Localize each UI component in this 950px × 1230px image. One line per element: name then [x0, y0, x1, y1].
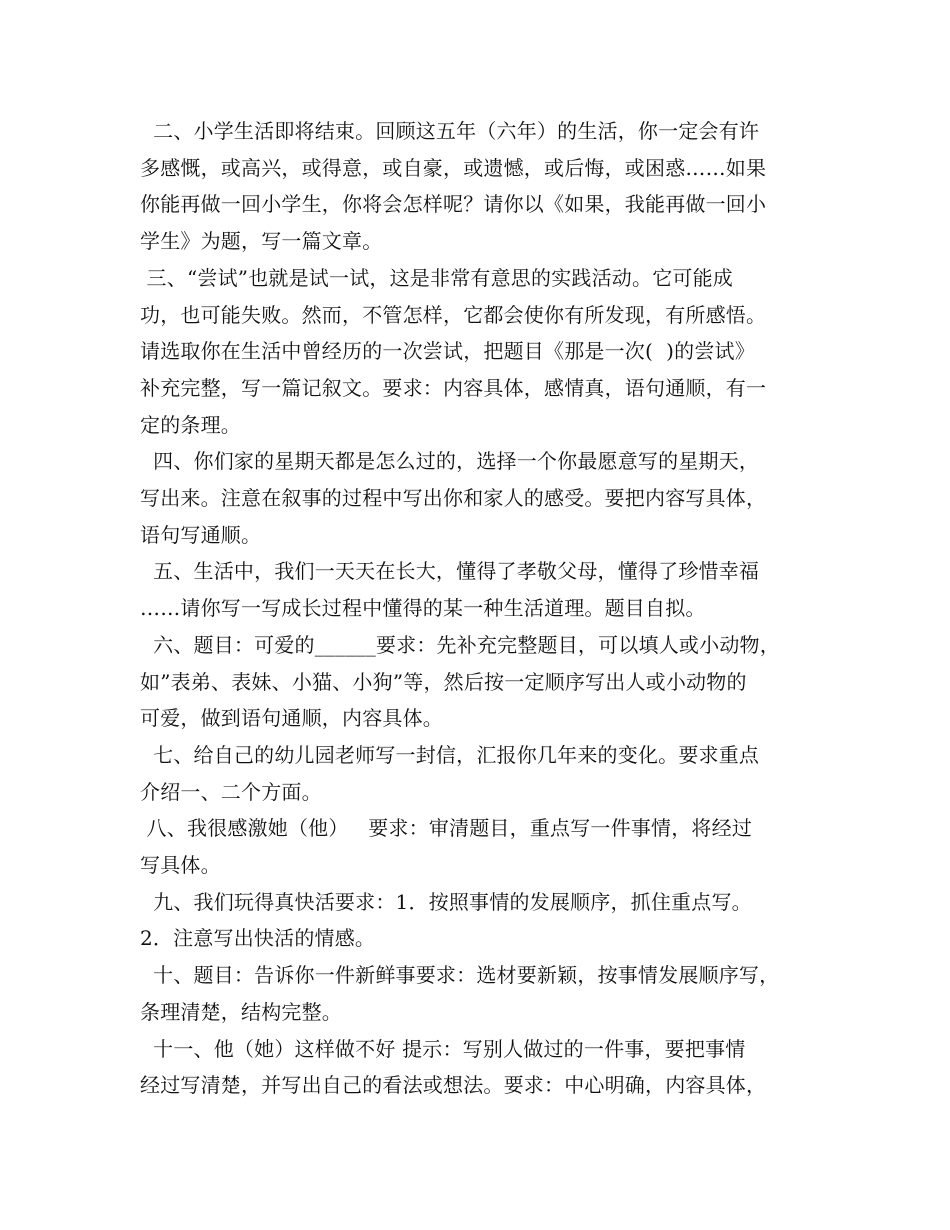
text-line: 如”表弟、表妹、小猫、小狗”等，然后按一定顺序写出人或小动物的	[140, 669, 747, 694]
essay-prompt-paragraph	[140, 737, 820, 810]
essay-prompt-paragraph	[140, 810, 820, 883]
essay-prompt-paragraph	[140, 553, 820, 626]
text-line: 介绍一、二个方面。	[140, 779, 322, 804]
text-line: 六、题目：可爱的______要求：先补充完整题目，可以填人或小动物，	[140, 632, 780, 657]
text-line: 三、“尝试”也就是试一试，这是非常有意思的实践活动。它可能成	[140, 265, 734, 290]
text-line: 十一、他（她）这样做不好 提示：写别人做过的一件事，要把事情	[140, 1036, 746, 1061]
text-line: 多感慨，或高兴，或得意，或自豪，或遗憾，或后悔，或困惑……如果	[140, 155, 767, 180]
text-line: 补充完整，写一篇记叙文。要求：内容具体，感情真，语句通顺，有一	[140, 375, 767, 400]
text-line: 2．注意写出快活的情感。	[140, 926, 376, 951]
text-line: 写出来。注意在叙事的过程中写出你和家人的感受。要把内容写具体，	[140, 486, 767, 511]
essay-prompt-paragraph	[140, 260, 820, 444]
text-line: 功，也可能失败。然而，不管怎样，它都会使你有所发现，有所感悟。	[140, 302, 767, 327]
text-line: 学生》为题，写一篇文章。	[140, 229, 383, 254]
essay-prompt-paragraph	[140, 957, 820, 1030]
document-body	[140, 113, 820, 1104]
text-line: 你能再做一回小学生，你将会怎样呢？请你以《如果，我能再做一回小	[140, 192, 767, 217]
text-line: 经过写清楚，并写出自己的看法或想法。要求：中心明确，内容具体，	[140, 1073, 767, 1098]
text-line: 定的条理。	[140, 412, 241, 437]
text-line: 七、给自己的幼儿园老师写一封信，汇报你几年来的变化。要求重点	[140, 742, 760, 767]
text-line: 可爱，做到语句通顺，内容具体。	[140, 706, 443, 731]
text-line: 九、我们玩得真快活要求：1．按照事情的发展顺序，抓住重点写。	[140, 889, 752, 914]
text-line: 八、我很感激她（他） 要求：审清题目，重点写一件事情，将经过	[140, 816, 753, 841]
text-line: 二、小学生活即将结束。回顾这五年（六年）的生活，你一定会有许	[140, 119, 760, 143]
text-line: 请选取你在生活中曾经历的一次尝试，把题目《那是一次( )的尝试》	[140, 339, 755, 364]
text-line: 四、你们家的星期天都是怎么过的，选择一个你最愿意写的星期天，	[140, 449, 760, 474]
text-line: 条理清楚，结构完整。	[140, 999, 342, 1024]
text-line: ……请你写一写成长过程中懂得的某一种生活道理。题目自拟。	[140, 596, 706, 621]
essay-prompt-paragraph	[140, 443, 820, 553]
essay-prompt-paragraph	[140, 627, 820, 737]
essay-prompt-paragraph	[140, 113, 820, 260]
essay-prompt-paragraph	[140, 1031, 820, 1104]
essay-prompt-paragraph	[140, 884, 820, 957]
text-line: 写具体。	[140, 853, 221, 878]
text-line: 十、题目：告诉你一件新鲜事要求：选材要新颖，按事情发展顺序写，	[140, 963, 780, 988]
text-line: 语句写通顺。	[140, 522, 262, 547]
text-line: 五、生活中，我们一天天在长大，懂得了孝敬父母，懂得了珍惜幸福	[140, 559, 760, 584]
